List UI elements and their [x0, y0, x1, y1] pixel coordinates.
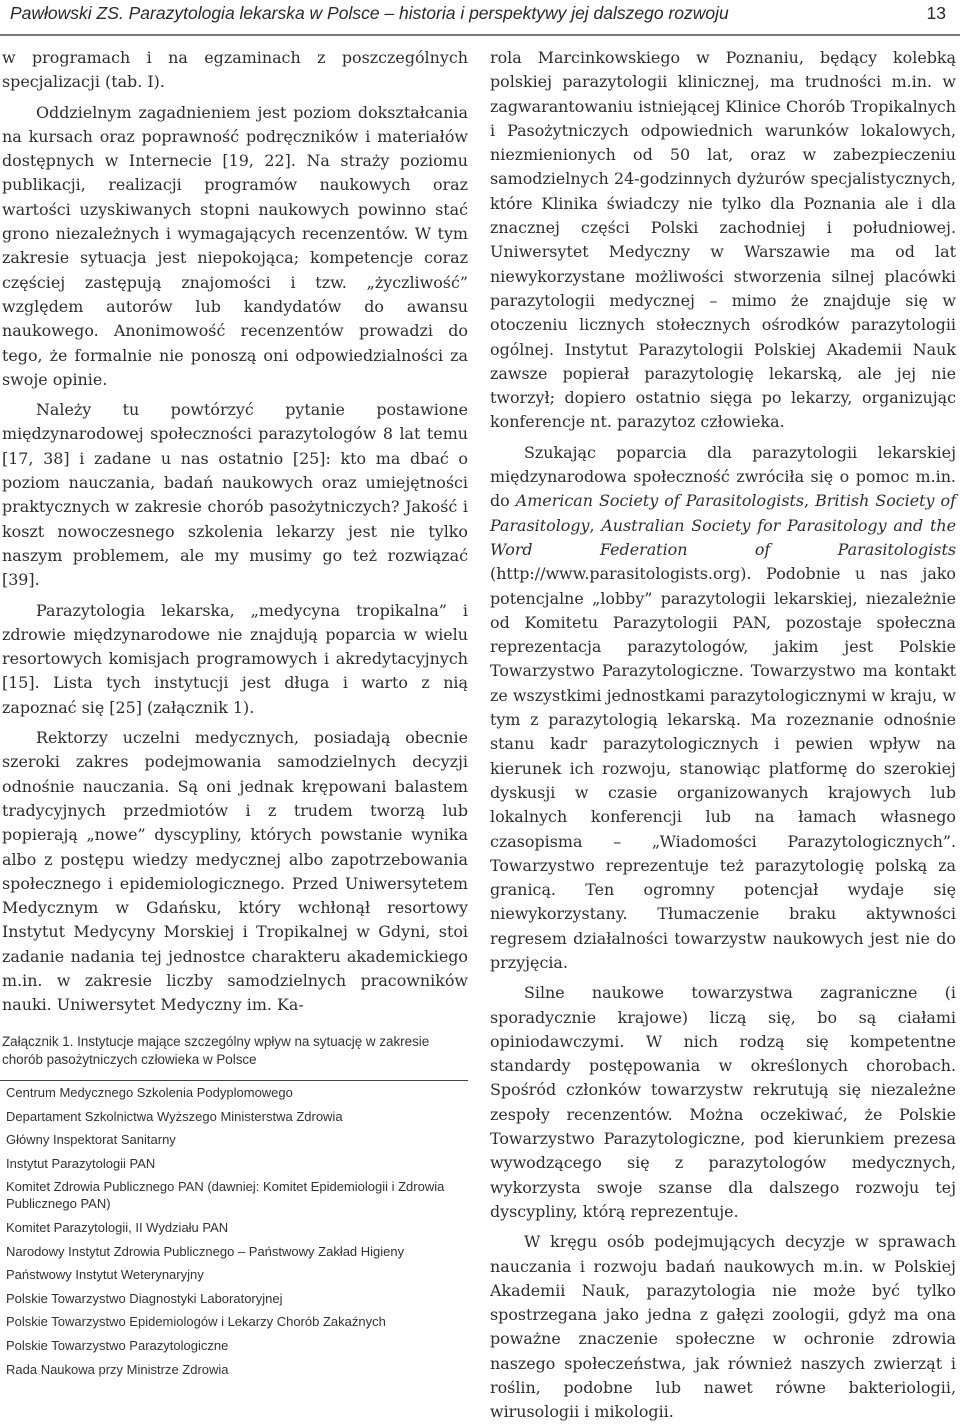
annex-item: Departament Szkolnictwa Wyższego Ministerstwa Zdrowia — [6, 1108, 343, 1124]
right-column — [490, 46, 956, 1425]
paragraph: rola Marcinkowskiego w Poznaniu, będący kolebką polskiej parazytologii klinicznej, ma trudności m.in. w zagwarantowaniu istniejącej Klinice Chorób Tropikalnych i Pasożytniczych odpowiednich warunków lokalowych, niezmienionych od 50 lat, oraz w zabezpieczeniu samodzielnych 24-godzinnych dyżurów specjalistycznych, które Klinika świadczy nie tylko dla Poznania ale i dla znacznej części Polski zachodniej i południowej. Uniwersytet Medyczny w Warszawie ma od lat niewykorzystane możliwości stworzenia silnej placówki parazytologii medycznej – mimo że znajduje się w otoczeniu licznych stołecznych ośrodków parazytologii ogólnej. Instytut Parazytologii Polskiej Akademii Nauk zawsze popierał parazytologię lekarską, ale jej nie tworzył; dopiero ostatnio sięga po lekarzy, organizując konferencje nt. parazytoz człowieka. — [490, 48, 956, 432]
paragraph: w programach i na egzaminach z poszczególnych specjalizacji (tab. I). — [2, 48, 468, 92]
annex-item: Komitet Zdrowia Publicznego PAN (dawniej: Komitet Epidemiologii i Zdrowia Publicznego PAN) — [6, 1179, 445, 1212]
left-column — [2, 46, 468, 1018]
society-name: American Society of Parasitologists — [515, 491, 805, 511]
running-header — [0, 0, 960, 30]
text-run: , — [804, 491, 816, 511]
paragraph: Rektorzy uczelni medycznych, posiadają obecnie szeroki zakres podejmowania samodzielnych decyzji odnośnie nauczania. Są oni jednak krępowani balastem tradycyjnych przedmiotów i z trudem tworzą lub popierają „nowe” dyscypliny, których powstanie wynika albo z postępu wiedzy medycznej albo zapotrzebowania społecznego i epidemiologicznego. Przed Uniwersytetem Medycznym w Gdańsku, który wchłonął resortowy Instytut Medycyny Morskiej i Tropikalnej w Gdyni, stoi zadanie nadania tej jednostce charakteru akademickiego m.in. w zakresie liczby samodzielnych pracowników nauki. Uniwersytet Medyczny im. Ka- — [2, 728, 468, 1015]
paragraph: Parazytologia lekarska, „medycyna tropikalna” i zdrowie międzynarodowe nie znajdują poparcia w wielu resortowych komisjach programowych i akredytacyjnych [15]. Lista tych instytucji jest długa i warto z nią zapoznać się [25] (załącznik 1). — [2, 600, 468, 717]
paragraph: W kręgu osób podejmujących decyzje w sprawach nauczania i rozwoju badań naukowych m.in. w Polskiej Akademii Nauk, parazytologia nie może być tylko spostrzegana jako jedna z gałęzi zoologii, gdyż ma ona poważne znaczenie społeczne w ochronie zdrowia naszego społeczeństwa, jak również naszych zwierząt i roślin, podobne lub nawet równe bakteriologii, wirusologii i mikologii. — [490, 1232, 956, 1422]
paragraph: Należy tu powtórzyć pytanie postawione międzynarodowej społeczności parazytologów 8 lat temu [17, 38] i zadane u nas ostatnio [25]: kto ma dbać o poziom nauczania, badań naukowych oraz umiejętności praktycznych w zakresie chorób pasożytniczych? Jakość i koszt nowoczesnego szkolenia lekarzy jest nie tylko naszym problemem, ale my musimy go też rozwiązać [39]. — [2, 400, 468, 590]
text-run: (http://www.parasitologists.org). Podobnie u nas jako potencjalne „lobby” parazytologii lekarskiej, niezależnie od Komitetu Parazytologii PAN, pozostaje społeczna reprezentacja parazytologów, jakim jest Polskie Towarzystwo Parazytologiczne. Towarzystwo ma kontakt ze wszystkimi jednostkami parazytologicznymi w kraju, w tym z parazytologią lekarską. Ma rozeznanie odnośnie stanu kadr parazytologicznych i pewien wpływ na kierunek ich rozwoju, stanowiąc platformę do szerokiej dyskusji w czasie organizowanych krajowych lub lokalnych konferencji lub na łamach własnego czasopisma – „Wiadomości Parazytologicznych”. Towarzystwo reprezentuje też parazytologię polską za granicą. Ten ogromny potencjał wydaje się niewykorzystany. Tłumaczenie braku aktywności regresem działalności towarzystw naukowych jest nie do przyjęcia. — [490, 564, 956, 972]
text-run: , — [589, 515, 602, 535]
annex-item: Instytut Parazytologii PAN — [6, 1155, 156, 1171]
annex-item: Główny Inspektorat Sanitarny — [6, 1132, 176, 1148]
society-name: Australian Society for Parasitology and the Word Federation of Parasitologists — [490, 515, 956, 559]
paragraph: Silne naukowe towarzystwa zagraniczne (i sporadycznie krajowe) liczą się, bo są ciałami opiniodawczymi. W nich rodzą się kompetentne standardy postępowania w określonych chorobach. Spośród członków towarzystw rekrutują się niezależne zespoły recenzentów. Można oczekiwać, że Polskie Towarzystwo Parazytologiczne, pod kierunkiem prezesa wywodzącego się z parazytologów medycznych, wykorzysta swoje szanse dla dalszego rozwoju tej dyscypliny, którą reprezentuje. — [490, 983, 956, 1221]
annex-item: Komitet Parazytologii, II Wydziału PAN — [6, 1219, 229, 1235]
annex-item: Centrum Medycznego Szkolenia Podyplomowego — [6, 1085, 293, 1100]
annex-item: Polskie Towarzystwo Parazytologiczne — [6, 1337, 229, 1353]
annex-caption: Załącznik 1. Instytucje mające szczególny wpływ na sytuację w zakresie chorób pasożytniczych człowieka w Polsce — [2, 1034, 430, 1067]
annex-list — [6, 1084, 462, 1384]
page-number: 13 — [926, 3, 946, 23]
annex-item: Narodowy Instytut Zdrowia Publicznego – Państwowy Zakład Higieny — [6, 1243, 405, 1259]
annex-item: Rada Naukowa przy Ministrze Zdrowia — [6, 1361, 229, 1377]
header-rule — [0, 34, 960, 36]
annex-item: Polskie Towarzystwo Epidemiologów i Lekarzy Chorób Zakaźnych — [6, 1314, 386, 1330]
annex-rule — [0, 1080, 468, 1081]
society-name: British Society of Parasitology — [490, 491, 956, 535]
text-run: Szukając poparcia dla parazytologii lekarskiej międzynarodowa społeczność zwróciła się o pomoc m.in. do — [490, 442, 956, 511]
paragraph: Oddzielnym zagadnieniem jest poziom dokształcania na kursach oraz poprawność podręczników i materiałów dostępnych w Internecie [19, 22]. Na straży poziomu publikacji, realizacji programów naukowych oraz wartości uzyskiwanych stopni naukowych powinno stać grono niezależnych i wymagających recenzentów. W tym zakresie sytuacja jest niepokojąca; kompetencje coraz częściej zastępują znajomości i tzw. „życzliwość” względem autorów lub kandydatów do awansu naukowego. Anonimowość recenzentów prowadzi do tego, że formalnie nie ponoszą oni odpowiedzialności za swoje opinie. — [2, 102, 468, 389]
running-title: Pawłowski ZS. Parazytologia lekarska w Polsce – historia i perspektywy jej dalszego rozwoju — [10, 3, 729, 23]
annex-item: Państwowy Instytut Weterynaryjny — [6, 1267, 204, 1283]
paragraph — [490, 441, 956, 976]
annex-item: Polskie Towarzystwo Diagnostyki Laboratoryjnej — [6, 1290, 283, 1306]
